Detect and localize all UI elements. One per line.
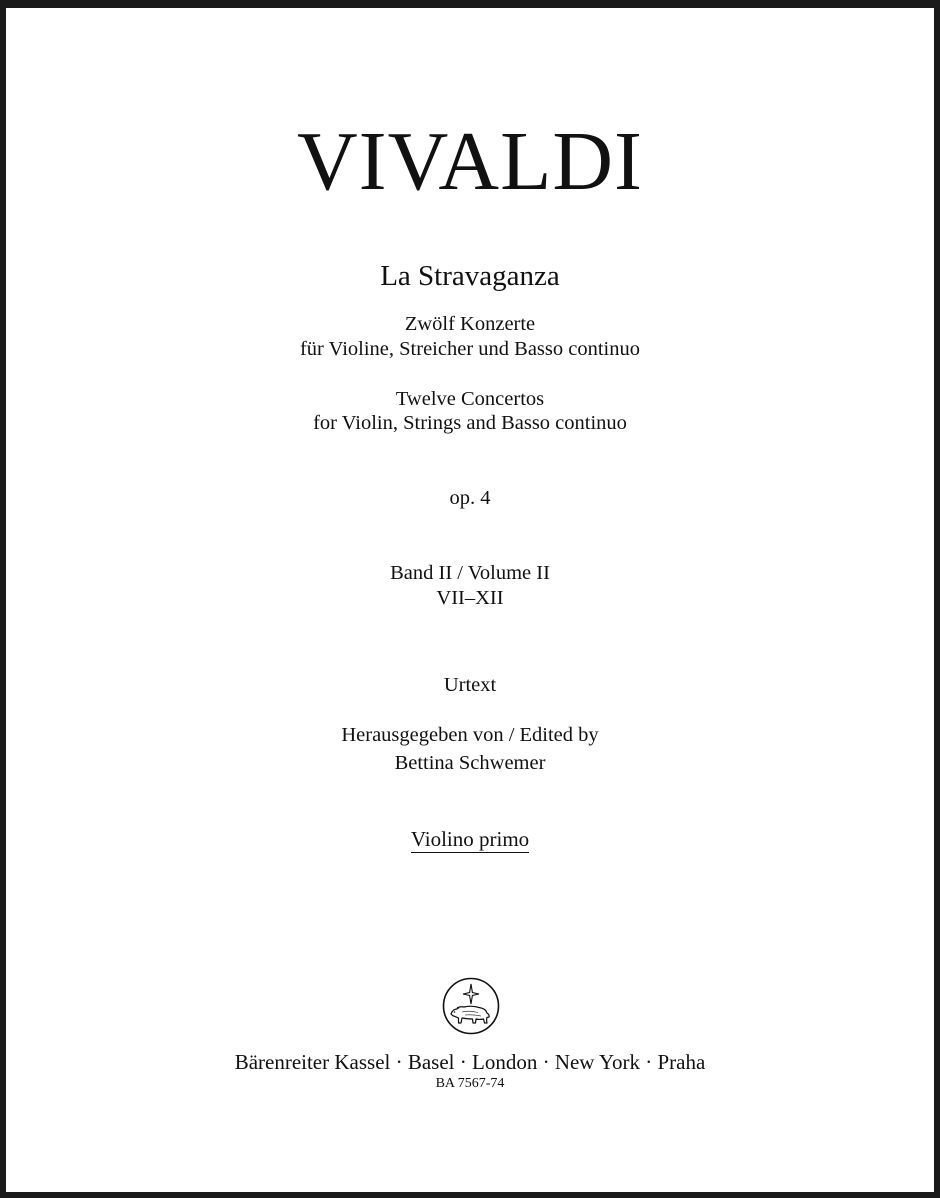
subtitle-english-line-1: Twelve Concertos xyxy=(395,388,545,410)
editor-label: Herausgegeben von / Edited by xyxy=(341,724,599,746)
edition-type: Urtext xyxy=(443,674,497,696)
volume-range: VII–XII xyxy=(436,587,504,609)
subtitle-english-line-2: for Violin, Strings and Basso continuo xyxy=(313,412,627,434)
subtitle-german-line-2: für Violine, Streicher und Basso continuo xyxy=(299,338,640,360)
editor-name: Bettina Schwemer xyxy=(394,752,546,774)
part-name-text: Violino primo xyxy=(410,827,530,851)
publisher-imprint: Bärenreiter Kassel · Basel · London · New York · Praha xyxy=(234,1050,706,1074)
subtitle-german-line-1: Zwölf Konzerte xyxy=(404,313,536,335)
baerenreiter-bear-star-logo-icon xyxy=(442,977,500,1035)
catalog-number: BA 7567-74 xyxy=(435,1076,505,1091)
opus-number: op. 4 xyxy=(449,487,491,509)
volume-label: Band II / Volume II xyxy=(390,562,550,584)
composer-name: VIVALDI xyxy=(296,115,644,208)
work-title: La Stravaganza xyxy=(380,260,560,292)
part-name xyxy=(0,826,940,852)
